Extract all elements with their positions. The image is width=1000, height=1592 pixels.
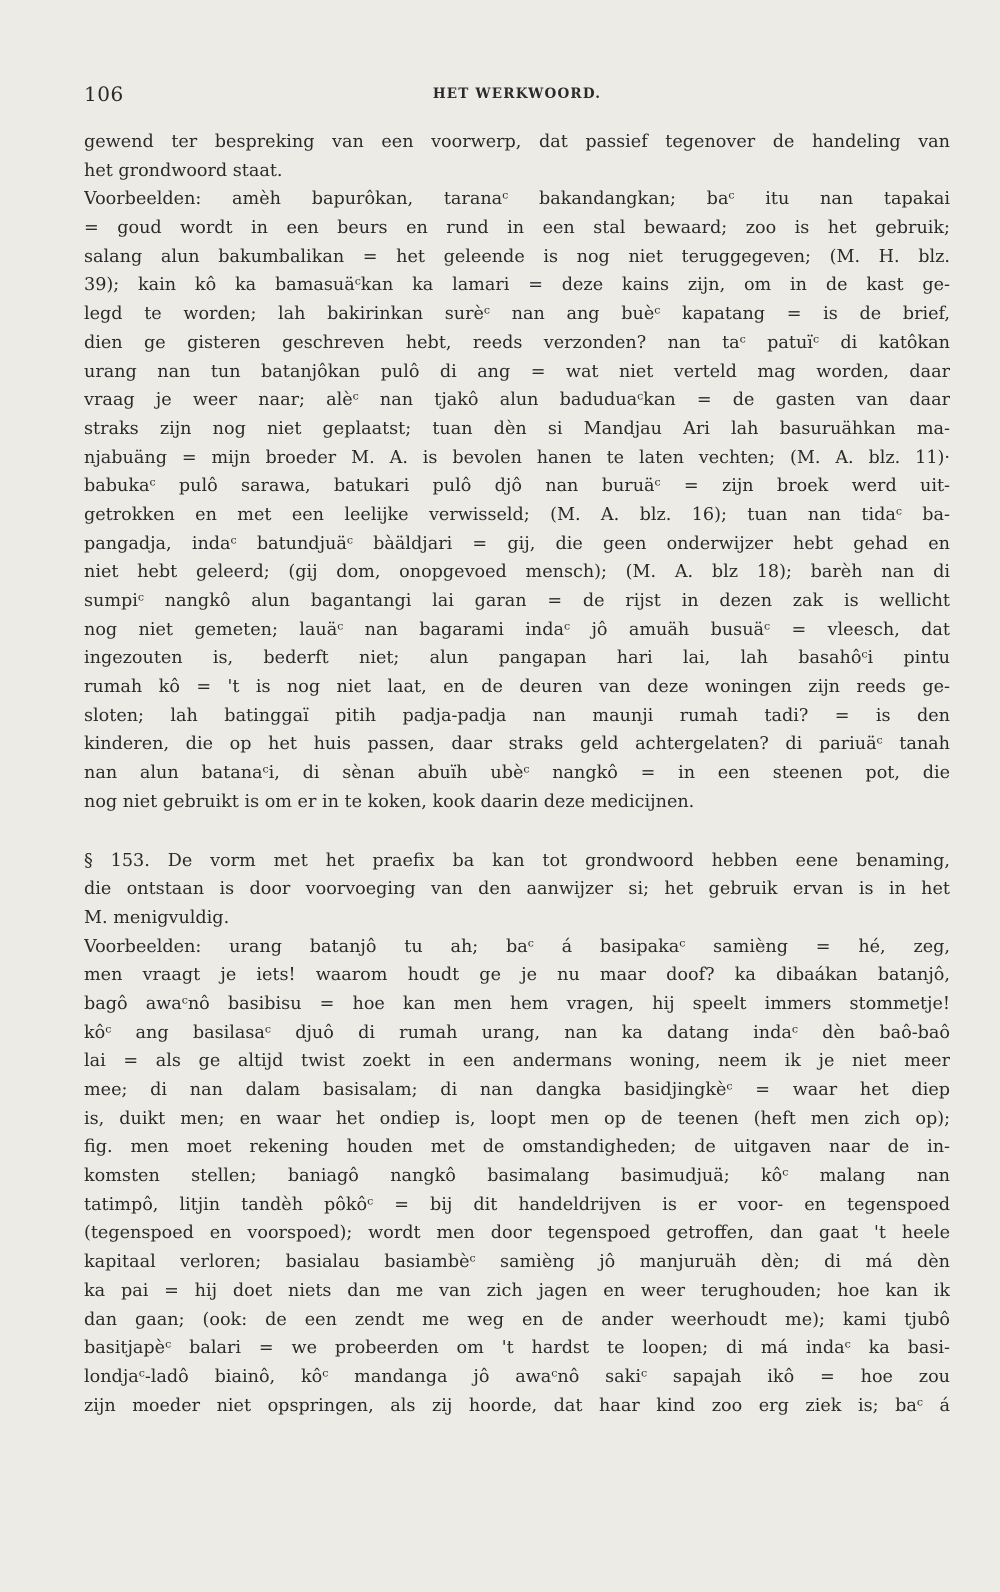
text-line: dien ge gisteren geschreven hebt, reeds verzonden? nan taᶜ patuïᶜ di katôkan: [84, 332, 950, 353]
text-line: sloten; lah batinggaï pitih padja-padja nan maunji rumah tadi? = is den: [84, 705, 950, 726]
text-line: tatimpô, litjin tandèh pôkôᶜ = bij dit handeldrijven is er voor- en tegenspoed: [84, 1194, 950, 1215]
text-line: sumpiᶜ nangkô alun bagantangi lai garan = de rijst in dezen zak is wellicht: [84, 591, 950, 611]
text-line: lai = als ge altijd twist zoekt in een andermans woning, neem ik je niet meer: [84, 1051, 950, 1072]
text-line: rumah kô = 't is nog niet laat, en de deuren van deze woningen zijn reeds ge-: [84, 677, 950, 698]
text-line: nan alun batanaᶜi, di sènan abuïh ubèᶜ nangkô = in een steenen pot, die: [84, 763, 950, 784]
text-line: kôᶜ ang basilasaᶜ djuô di rumah urang, nan ka datang indaᶜ dèn baô-baô: [84, 1022, 950, 1043]
text-line: gewend ter bespreking van een voorwerp, dat passief tegenover de handeling van: [84, 132, 950, 152]
text-line: nog niet gebruikt is om er in te koken, kook daarin deze medicijnen.: [84, 791, 695, 812]
text-line: njabuäng = mijn broeder M. A. is bevolen hanen te laten vechten; (M. A. blz. 11)·: [84, 447, 950, 468]
text-line: Voorbeelden: urang batanjô tu ah; baᶜ á basipakaᶜ samièng = hé, zeg,: [84, 936, 950, 957]
text-line: legd te worden; lah bakirinkan surèᶜ nan ang buèᶜ kapatang = is de brief,: [84, 304, 950, 325]
body-text: [84, 128, 950, 1420]
text-line: londjaᶜ-ladô biainô, kôᶜ mandanga jô awaᶜnô sakiᶜ sapajah ikô = hoe zou: [84, 1366, 950, 1387]
text-line: die ontstaan is door voorvoeging van den aanwijzer si; het gebruik ervan is in het: [84, 879, 950, 900]
text-line: = goud wordt in een beurs en rund in een stal bewaard; zoo is het gebruik;: [84, 218, 950, 239]
text-line: mee; di nan dalam basisalam; di nan dangka basidjingkèᶜ = waar het diep: [84, 1080, 950, 1100]
text-line: babukaᶜ pulô sarawa, batukari pulô djô nan buruäᶜ = zijn broek werd uit-: [84, 476, 950, 497]
text-line: pangadja, indaᶜ batundjuäᶜ bàäldjari = gij, die geen onderwijzer hebt gehad en: [84, 533, 950, 554]
text-line: kapitaal verloren; basialau basiambèᶜ samièng jô manjuruäh dèn; di má dèn: [84, 1252, 950, 1273]
text-line: fig. men moet rekening houden met de omstandigheden; de uitgaven naar de in-: [84, 1137, 950, 1158]
section-heading-line: § 153. De vorm met het praefix ba kan tot grondwoord hebben eene benaming,: [84, 850, 950, 871]
text-line: basitjapèᶜ balari = we probeerden om 't hardst te loopen; di má indaᶜ ka basi-: [84, 1338, 950, 1359]
text-line: niet hebt geleerd; (gij dom, onopgevoed mensch); (M. A. blz 18); barèh nan di: [84, 562, 950, 583]
text-line: (tegenspoed en voorspoed); wordt men door tegenspoed getroffen, dan gaat 't heele: [84, 1223, 950, 1244]
text-line: getrokken en met een leelijke verwisseld; (M. A. blz. 16); tuan nan tidaᶜ ba-: [84, 504, 950, 525]
text-line: kinderen, die op het huis passen, daar straks geld achtergelaten? di pariuäᶜ tanah: [84, 734, 950, 755]
text-line: ingezouten is, bederft niet; alun pangapan hari lai, lah basahôᶜi pintu: [84, 648, 950, 669]
text-line: bagô awaᶜnô basibisu = hoe kan men hem vragen, hij speelt immers stommetje!: [84, 993, 950, 1014]
text-line: is, duikt men; en waar het ondiep is, loopt men op de teenen (heft men zich op);: [84, 1108, 950, 1129]
running-head: HET WERKWOORD.: [432, 86, 602, 102]
paragraph-gap: [84, 817, 950, 847]
text-line: Voorbeelden: amèh bapurôkan, taranaᶜ bakandangkan; baᶜ itu nan tapakai: [84, 189, 950, 210]
page-number: 106: [84, 82, 124, 106]
text-line: zijn moeder niet opspringen, als zij hoorde, dat haar kind zoo erg ziek is; baᶜ á: [84, 1395, 950, 1416]
text-line: het grondwoord staat.: [84, 160, 283, 181]
text-line: komsten stellen; baniagô nangkô basimalang basimudjuä; kôᶜ malang nan: [84, 1166, 950, 1187]
page-header: [84, 82, 950, 106]
text-line: ka pai = hij doet niets dan me van zich jagen en weer terughouden; hoe kan ik: [84, 1280, 950, 1301]
text-line: M. menigvuldig.: [84, 907, 230, 928]
text-line: salang alun bakumbalikan = het geleende is nog niet teruggegeven; (M. H. blz.: [84, 246, 950, 267]
text-line: 39); kain kô ka bamasuäᶜkan ka lamari = deze kains zijn, om in de kast ge-: [84, 275, 950, 296]
text-line: nog niet gemeten; lauäᶜ nan bagarami indaᶜ jô amuäh busuäᶜ = vleesch, dat: [84, 619, 950, 640]
text-line: vraag je weer naar; alèᶜ nan tjakô alun baduduaᶜkan = de gasten van daar: [84, 390, 950, 411]
text-line: dan gaan; (ook: de een zendt me weg en de ander weerhoudt me); kami tjubô: [84, 1309, 950, 1330]
text-line: straks zijn nog niet geplaatst; tuan dèn si Mandjau Ari lah basuruähkan ma-: [84, 418, 950, 439]
text-line: urang nan tun batanjôkan pulô di ang = wat niet verteld mag worden, daar: [84, 361, 950, 382]
text-line: men vraagt je iets! waarom houdt ge je nu maar doof? ka dibaákan batanjô,: [84, 965, 950, 986]
